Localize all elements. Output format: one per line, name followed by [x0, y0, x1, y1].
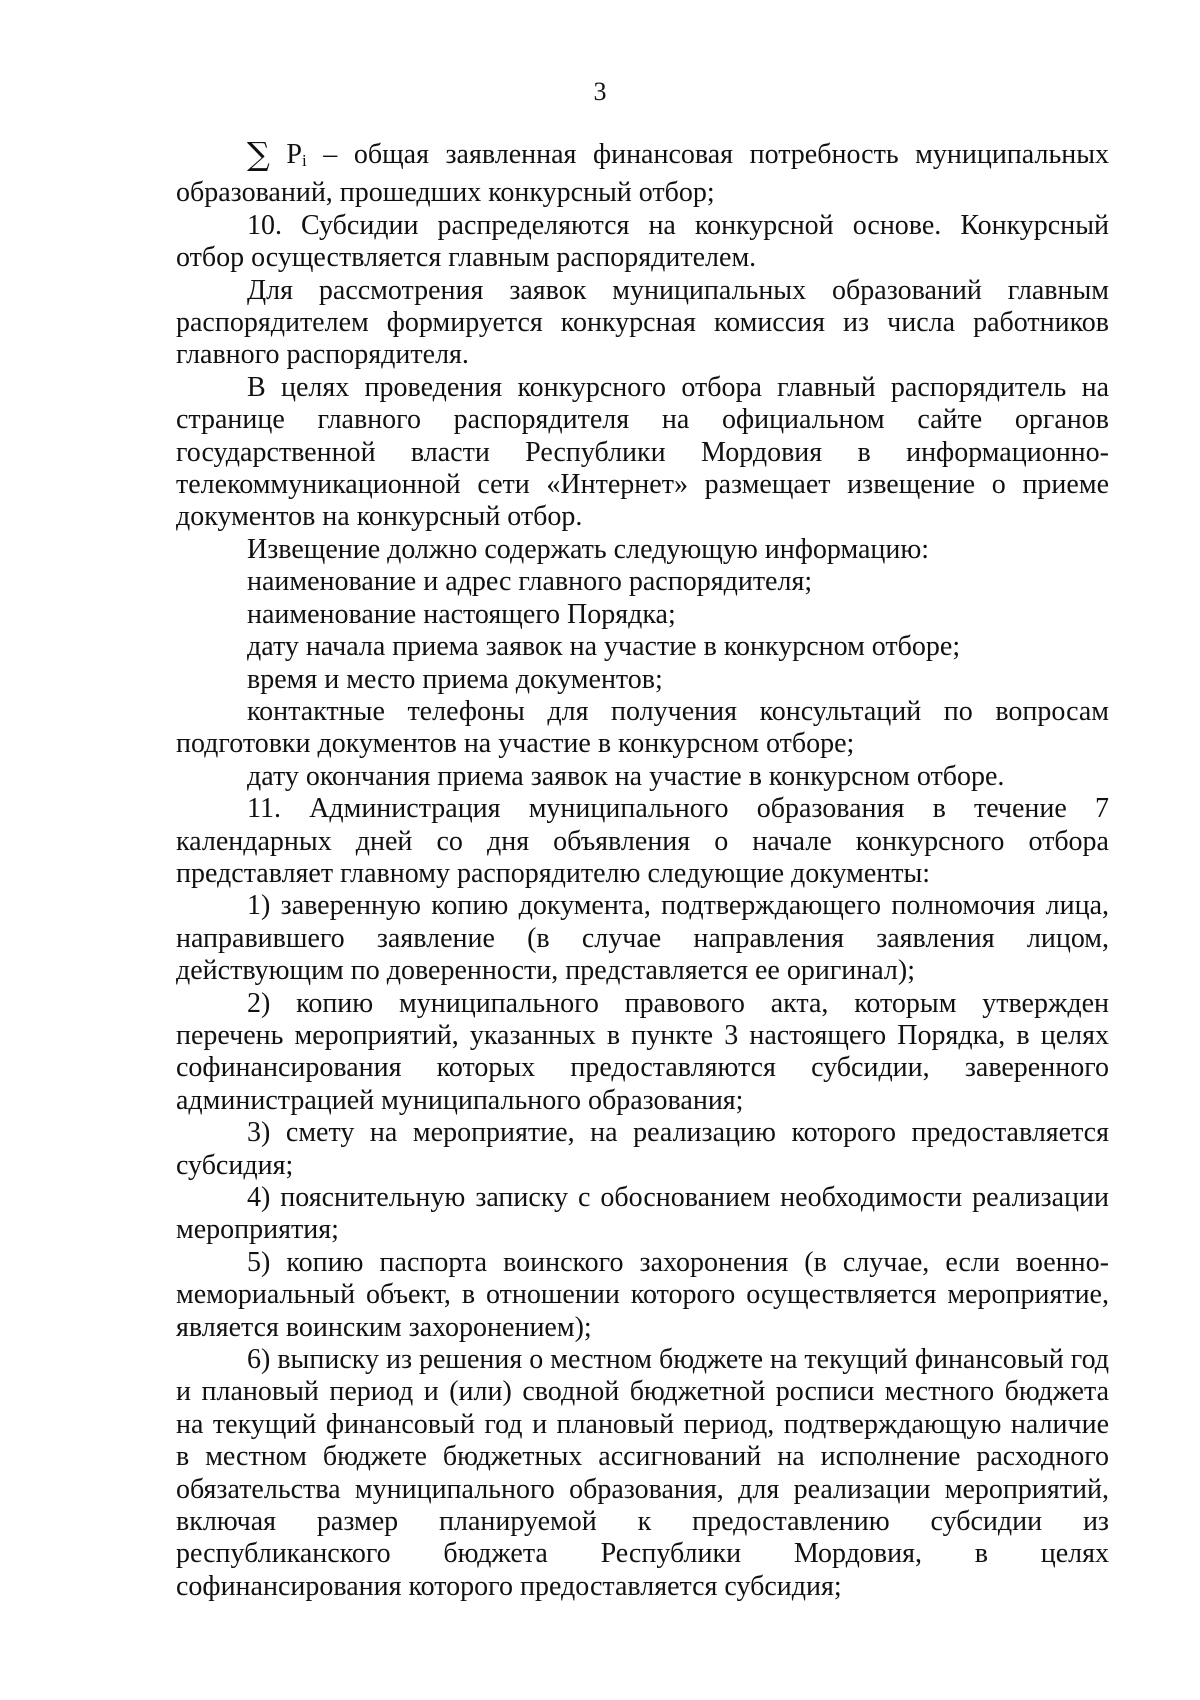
list-item: 2) копию муниципального правового акта, которым утвержден перечень мероприятий, указанных в пункте 3 настоящего Порядка, в целях софинансирования которых предоставляются субсидии, заверенного администрацией муниципального образования;: [176, 987, 1109, 1116]
list-item: дату окончания приема заявок на участие в конкурсном отборе.: [247, 760, 1005, 792]
list-item: дату начала приема заявок на участие в конкурсном отборе;: [247, 631, 961, 663]
sigma-symbol: ∑: [247, 135, 270, 173]
list-item: 1) заверенную копию документа, подтверждающего полномочия лица, направившего заявление (в случае направления заявления лицом, действующим по доверенности, представляется ее оригинал);: [176, 890, 1109, 987]
page-number: 3: [593, 77, 607, 106]
paragraph: 10. Субсидии распределяются на конкурсной основе. Конкурсный отбор осуществляется главным распорядителем.: [176, 209, 1109, 274]
list-item: наименование настоящего Порядка;: [247, 598, 676, 630]
list-item: наименование и адрес главного распорядителя;: [247, 566, 813, 598]
paragraph: 11. Администрация муниципального образования в течение 7 календарных дней со дня объявления о начале конкурсного отбора представляет главному распорядителю следующие документы:: [176, 793, 1109, 889]
list-item: 6) выписку из решения о местном бюджете на текущий финансовый год и плановый период и (или) сводной бюджетной росписи местного бюджета на текущий финансовый год и плановый период, подтверждающую наличие в местном бюджете бюджетных ассигнований на исполнение расходного обязательства муниципального образования, для реализации мероприятий, включая размер планируемой к предоставлению субсидии из республиканского бюджета Республики Мордовия, в целях софинансирования которого предоставляется субсидия;: [176, 1344, 1110, 1602]
list-item: 4) пояснительную записку с обоснованием необходимости реализации мероприятия;: [176, 1182, 1109, 1246]
formula-paragraph: [176, 135, 1110, 210]
list-item: 3) смету на мероприятие, на реализацию которого предоставляется субсидия;: [176, 1117, 1109, 1181]
document-body: [176, 135, 1110, 1603]
paragraph: В целях проведения конкурсного отбора главный распорядитель на странице главного распорядителя на официальном сайте органов государственной власти Республики Мордовия в информационно-телекоммуникационной сети «Интернет» размещает извещение о приеме документов на конкурсный отбор.: [176, 371, 1109, 533]
paragraph: Извещение должно содержать следующую информацию:: [247, 533, 930, 565]
list-item: контактные телефоны для получения консультаций по вопросам подготовки документов на участие в конкурсном отборе;: [176, 695, 1109, 760]
formula-subscript: i: [301, 151, 307, 170]
paragraph: Для рассмотрения заявок муниципальных образований главным распорядителем формируется конкурсная комиссия из числа работников главного распорядителя.: [176, 274, 1109, 371]
formula-description: – общая заявленная финансовая потребность муниципальных образований, прошедших конкурсный отбор;: [176, 139, 1110, 209]
list-item: время и место приема документов;: [247, 663, 663, 695]
list-item: 5) копию паспорта воинского захоронения (в случае, если военно-мемориальный объект, в отношении которого осуществляется мероприятие, является воинским захоронением);: [176, 1246, 1109, 1343]
formula-variable: P: [286, 139, 302, 170]
